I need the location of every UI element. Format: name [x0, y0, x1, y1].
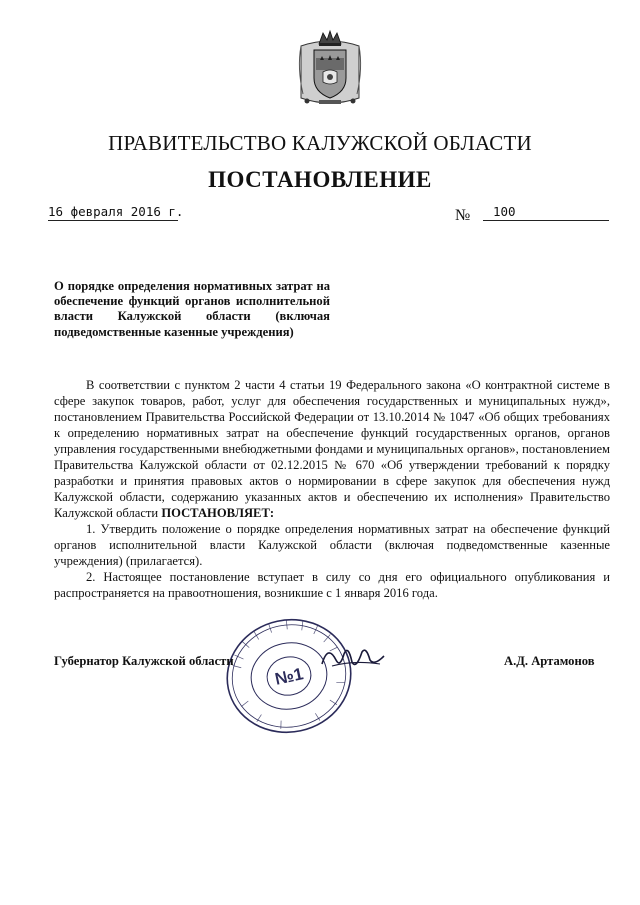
coat-of-arms-icon — [293, 28, 367, 110]
item-2-paragraph: 2. Настоящее постановление вступает в силу со дня его официального опубликования и распространяется на правоотношения, возникшие с 1 января 2016 года. — [54, 570, 610, 600]
number-sign: № — [455, 207, 471, 224]
preamble-text: В соответствии с пунктом 2 части 4 статьи 19 Федерального закона «О контрактной системе в сфере закупок товаров, работ, услуг для обеспечения государственных и муниципальных нужд», постановлением Правительства Российской Федерации от 13.10.2014 № 1047 «Об общих требованиях к определению нормативных затрат на обеспечение функций государственных органов, органов управления государственными внебюджетными фондами и муниципальных органов», постановлением Правительства Калужской области от 02.12.2015 № 670 «Об утверждении требований к порядку разработки и принятия правовых актов о нормировании в сфере закупок для обеспечения нужд Калужской области, содержанию указанных актов и обеспечению их исполнения» Правительство Калужской области — [54, 378, 610, 520]
resolves-keyword: ПОСТАНОВЛЯЕТ: — [161, 506, 275, 520]
signatory-name: А.Д. Артамонов — [504, 654, 595, 668]
handwritten-signature — [318, 640, 388, 674]
document-type-title: ПОСТАНОВЛЕНИЕ — [208, 167, 432, 192]
round-seal-icon — [220, 614, 358, 738]
document-body — [54, 377, 610, 601]
preamble-paragraph — [54, 377, 610, 521]
document-date: 16 февраля 2016 г. — [48, 204, 184, 219]
government-title: ПРАВИТЕЛЬСТВО КАЛУЖСКОЙ ОБЛАСТИ — [108, 131, 532, 155]
document-number-block — [455, 204, 610, 226]
signatory-position: Губернатор Калужской области — [54, 654, 234, 668]
document-number: 100 — [483, 204, 609, 221]
document-subject: О порядке определения нормативных затрат на обеспечение функций органов исполнительной власти Калужской области (включая подведомственные казенные учреждения) — [54, 279, 330, 339]
svg-text:№1: №1 — [273, 664, 305, 689]
item-1-paragraph: 1. Утвердить положение о порядке определения нормативных затрат на обеспечение функций органов исполнительной власти Калужской области (включая подведомственные казенные учреждения) (прилагается). — [54, 522, 610, 568]
